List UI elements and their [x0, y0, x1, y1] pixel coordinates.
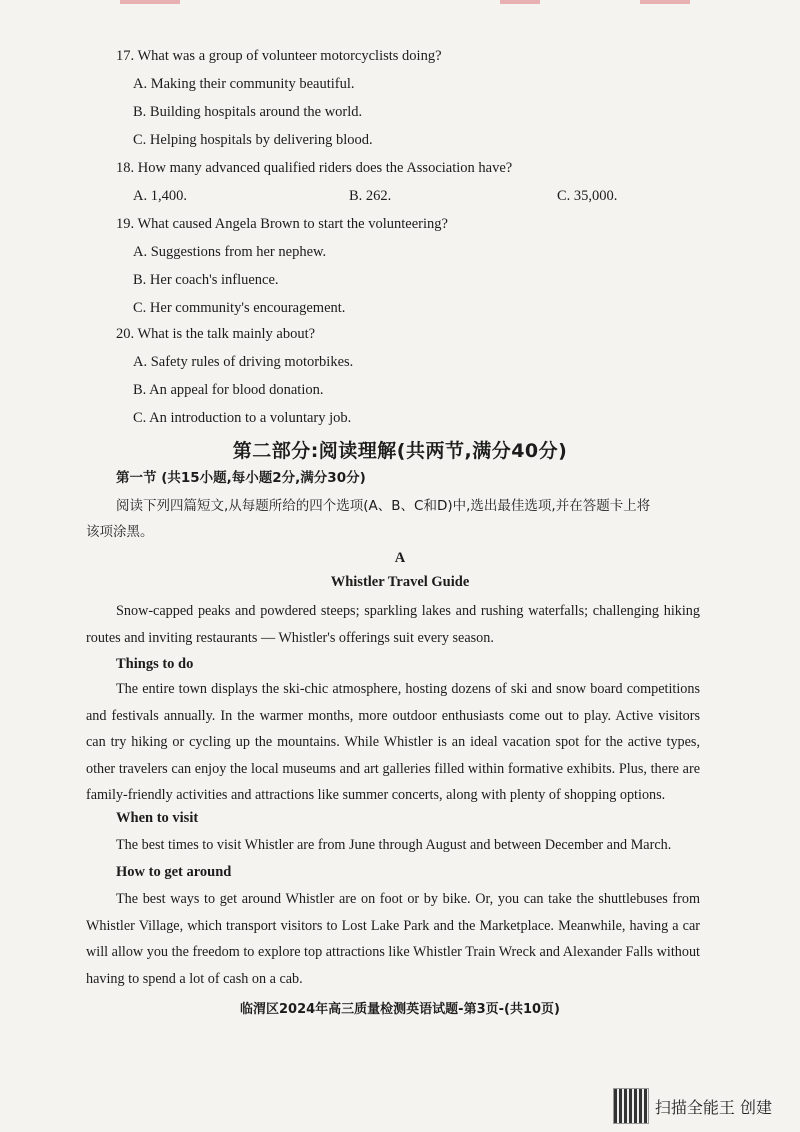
question-20: 20. What is the talk mainly about? [116, 326, 316, 342]
section-heading-get-around: How to get around [116, 864, 232, 880]
question-17: 17. What was a group of volunteer motorcyclists doing? [116, 48, 442, 64]
section-text-when-to-visit: The best times to visit Whistler are from June through August and between December and March. [116, 837, 672, 853]
scan-artifact [640, 0, 690, 4]
section-text-things-to-do: The entire town displays the ski-chic atmosphere, hosting dozens of ski and snow board competitions and festivals annually. In the warmer months, more outdoor enthusiasts come out to play. Active visitors can try hiking or cycling up the mountains. While Whistler is an ideal vacation spot for the active types, other travelers can enjoy the local museums and art galleries filled within formative exhibits. Plus, there are family-friendly activities and attractions like summer concerts, along with plenty of shopping options. [86, 681, 700, 803]
q18-option-a: A. 1,400. [133, 188, 187, 204]
q19-option-a: A. Suggestions from her nephew. [133, 244, 327, 260]
part-two-title: 第二部分:阅读理解(共两节,满分40分) [232, 440, 568, 462]
qr-code-icon [613, 1088, 649, 1124]
section-text-get-around: The best ways to get around Whistler are on foot or by bike. Or, you can take the shuttlebuses from Whistler Village, which transport visitors to Lost Lake Park and the Marketplace. Meanwhile, having a car will allow you the freedom to explore top attractions like Whistler Train Wreck and Alexander Falls without having to spend a lot of cash on a cab. [86, 891, 700, 987]
q19-option-c: C. Her community's encouragement. [133, 300, 346, 316]
page-footer: 临渭区2024年高三质量检测英语试题-第3页-(共10页) [240, 1002, 560, 1017]
question-19: 19. What caused Angela Brown to start the volunteering? [116, 216, 448, 232]
passage-title: Whistler Travel Guide [330, 574, 470, 590]
q18-option-c: C. 35,000. [557, 188, 618, 204]
passage-letter: A [394, 550, 406, 566]
instruction-line-1: 阅读下列四篇短文,从每题所给的四个选项(A、B、C和D)中,选出最佳选项,并在答题卡上将 [116, 498, 651, 514]
q19-option-b: B. Her coach's influence. [133, 272, 279, 288]
watermark-text: 扫描全能王 创建 [654, 1097, 772, 1117]
instruction-line-2: 该项涂黑。 [86, 524, 154, 540]
q17-option-c: C. Helping hospitals by delivering blood. [133, 132, 373, 148]
q17-option-b: B. Building hospitals around the world. [133, 104, 363, 120]
q20-option-b: B. An appeal for blood donation. [133, 382, 324, 398]
passage-intro: Snow-capped peaks and powdered steeps; sparkling lakes and rushing waterfalls; challenging hiking routes and inviting restaurants — Whistler's offerings suit every season. [86, 603, 700, 646]
scan-artifact [120, 0, 180, 4]
q20-option-a: A. Safety rules of driving motorbikes. [133, 354, 354, 370]
section-heading-when-to-visit: When to visit [116, 810, 199, 826]
q17-option-a: A. Making their community beautiful. [133, 76, 355, 92]
scan-artifact [500, 0, 540, 4]
q18-option-b: B. 262. [349, 188, 392, 204]
section-one-heading: 第一节 (共15小题,每小题2分,满分30分) [116, 470, 366, 486]
question-18: 18. How many advanced qualified riders does the Association have? [116, 160, 513, 176]
q20-option-c: C. An introduction to a voluntary job. [133, 410, 352, 426]
scanner-watermark [613, 1088, 772, 1124]
section-heading-things-to-do: Things to do [116, 656, 194, 672]
